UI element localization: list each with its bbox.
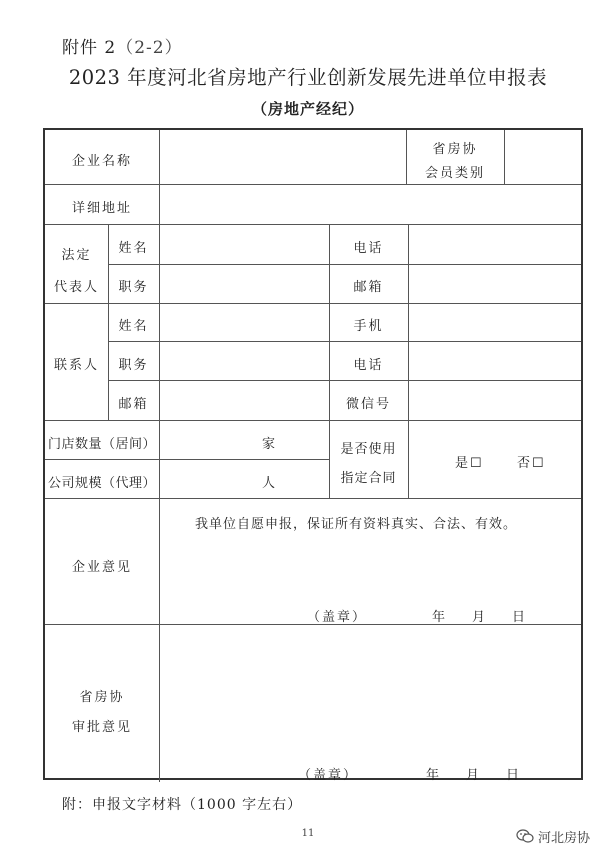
scale-unit: 人 [261, 476, 277, 491]
legal-rep-phone-label: 电话 [353, 241, 384, 256]
contact-email-label: 邮箱 [118, 397, 149, 412]
watermark-text: 河北房协 [538, 831, 591, 846]
opinion-declaration: 我单位自愿申报，保证所有资料真实、合法、有效。 [195, 517, 518, 532]
contract-no-checkbox[interactable]: 否☐ [517, 456, 546, 471]
approval-label-line1: 省房协 [79, 690, 125, 705]
approval-month: 月 [466, 768, 482, 783]
approval-label-line2: 审批意见 [71, 720, 132, 735]
legal-rep-email-label: 邮箱 [353, 280, 384, 295]
stores-label: 门店数量（居间） [47, 437, 156, 452]
company-scale-label: 公司规模（代理） [47, 476, 156, 491]
contact-label: 联系人 [53, 358, 99, 373]
member-type-label-line2: 会员类别 [424, 166, 485, 181]
stores-unit: 家 [261, 437, 277, 452]
legal-rep-label-line2: 代表人 [53, 280, 99, 295]
opinion-label: 企业意见 [71, 560, 132, 575]
contact-wechat-label: 微信号 [345, 397, 391, 412]
legal-rep-position-label: 职务 [118, 280, 149, 295]
attachment-label: 附件 2（2-2） [62, 38, 183, 58]
approval-year: 年 [426, 768, 442, 783]
member-type-label-line1: 省房协 [432, 142, 478, 157]
watermark [516, 827, 590, 846]
contact-mobile-label: 手机 [353, 319, 384, 334]
legal-rep-label-line1: 法定 [61, 248, 92, 263]
approval-day: 日 [506, 768, 522, 783]
contract-question-line2: 指定合同 [340, 471, 397, 486]
opinion-seal: （盖章） [307, 610, 368, 625]
contract-yes-checkbox[interactable]: 是☐ [455, 456, 484, 471]
application-form [43, 128, 583, 783]
company-name-label: 企业名称 [71, 154, 132, 169]
opinion-year: 年 [432, 610, 448, 625]
legal-rep-name-label: 姓名 [118, 241, 149, 256]
contact-position-label: 职务 [118, 358, 149, 373]
page-title: 2023 年度河北省房地产行业创新发展先进单位申报表 [68, 66, 548, 89]
opinion-day: 日 [512, 610, 528, 625]
approval-seal: （盖章） [298, 768, 359, 783]
contact-phone-label: 电话 [353, 358, 384, 373]
address-label: 详细地址 [71, 201, 132, 216]
page-subtitle: （房地产经纪） [251, 100, 364, 118]
contract-question-line1: 是否使用 [340, 442, 397, 457]
opinion-month: 月 [472, 610, 488, 625]
page-number: 11 [301, 828, 315, 839]
wechat-icon [516, 829, 534, 844]
footnote: 附：申报文字材料（1000 字左右） [62, 797, 303, 813]
contact-name-label: 姓名 [118, 319, 149, 334]
